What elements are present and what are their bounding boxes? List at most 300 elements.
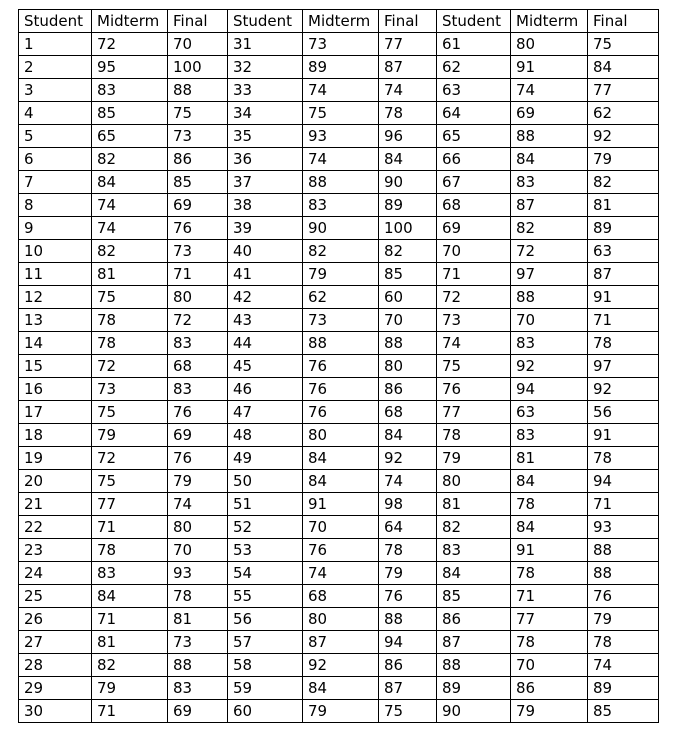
cell-student-3: 68 [437, 194, 511, 217]
table-row [19, 56, 659, 79]
cell-midterm-3: 87 [511, 194, 588, 217]
cell-final-2: 76 [379, 585, 437, 608]
cell-student-3: 84 [437, 562, 511, 585]
cell-midterm-3: 71 [511, 585, 588, 608]
cell-midterm-2: 89 [303, 56, 379, 79]
cell-final-2: 74 [379, 470, 437, 493]
cell-student-2: 47 [228, 401, 303, 424]
cell-student-1: 17 [19, 401, 92, 424]
cell-midterm-1: 73 [92, 378, 168, 401]
cell-student-1: 5 [19, 125, 92, 148]
table-row [19, 447, 659, 470]
cell-student-3: 63 [437, 79, 511, 102]
cell-final-3: 88 [588, 562, 659, 585]
cell-midterm-1: 95 [92, 56, 168, 79]
cell-final-1: 71 [168, 263, 228, 286]
cell-final-2: 70 [379, 309, 437, 332]
cell-student-1: 20 [19, 470, 92, 493]
header-student-3: Student [437, 10, 511, 33]
cell-student-3: 88 [437, 654, 511, 677]
cell-final-3: 94 [588, 470, 659, 493]
cell-student-3: 90 [437, 700, 511, 723]
cell-final-2: 82 [379, 240, 437, 263]
cell-final-2: 100 [379, 217, 437, 240]
cell-final-3: 78 [588, 447, 659, 470]
cell-midterm-3: 84 [511, 516, 588, 539]
cell-final-2: 84 [379, 148, 437, 171]
cell-midterm-2: 84 [303, 677, 379, 700]
cell-student-1: 3 [19, 79, 92, 102]
cell-student-1: 25 [19, 585, 92, 608]
header-final-3: Final [588, 10, 659, 33]
cell-final-1: 69 [168, 424, 228, 447]
cell-student-3: 73 [437, 309, 511, 332]
header-student-1: Student [19, 10, 92, 33]
cell-student-3: 82 [437, 516, 511, 539]
table-row [19, 608, 659, 631]
cell-midterm-1: 75 [92, 401, 168, 424]
cell-midterm-3: 70 [511, 309, 588, 332]
cell-final-3: 91 [588, 424, 659, 447]
cell-midterm-2: 76 [303, 539, 379, 562]
cell-final-1: 74 [168, 493, 228, 516]
cell-final-1: 76 [168, 217, 228, 240]
cell-midterm-3: 70 [511, 654, 588, 677]
cell-final-1: 70 [168, 33, 228, 56]
cell-student-3: 72 [437, 286, 511, 309]
cell-midterm-2: 62 [303, 286, 379, 309]
cell-student-1: 30 [19, 700, 92, 723]
cell-student-1: 19 [19, 447, 92, 470]
cell-midterm-3: 97 [511, 263, 588, 286]
cell-final-3: 56 [588, 401, 659, 424]
cell-midterm-2: 92 [303, 654, 379, 677]
cell-student-1: 8 [19, 194, 92, 217]
cell-student-3: 78 [437, 424, 511, 447]
table-row [19, 217, 659, 240]
cell-midterm-3: 84 [511, 470, 588, 493]
cell-student-3: 61 [437, 33, 511, 56]
cell-midterm-3: 72 [511, 240, 588, 263]
cell-midterm-1: 78 [92, 332, 168, 355]
cell-final-2: 78 [379, 539, 437, 562]
cell-student-2: 45 [228, 355, 303, 378]
cell-final-1: 85 [168, 171, 228, 194]
table-body [19, 33, 659, 723]
student-scores-table [18, 9, 659, 723]
cell-midterm-3: 63 [511, 401, 588, 424]
cell-final-1: 86 [168, 148, 228, 171]
table-row [19, 424, 659, 447]
cell-final-3: 78 [588, 332, 659, 355]
cell-midterm-1: 77 [92, 493, 168, 516]
cell-midterm-3: 78 [511, 562, 588, 585]
cell-student-2: 37 [228, 171, 303, 194]
cell-final-2: 90 [379, 171, 437, 194]
cell-final-3: 79 [588, 608, 659, 631]
table-row [19, 539, 659, 562]
cell-student-1: 21 [19, 493, 92, 516]
cell-midterm-2: 88 [303, 332, 379, 355]
table-row [19, 562, 659, 585]
cell-student-2: 60 [228, 700, 303, 723]
cell-midterm-3: 79 [511, 700, 588, 723]
cell-midterm-2: 90 [303, 217, 379, 240]
cell-student-1: 15 [19, 355, 92, 378]
cell-final-2: 68 [379, 401, 437, 424]
cell-student-3: 86 [437, 608, 511, 631]
cell-midterm-3: 91 [511, 56, 588, 79]
cell-final-3: 91 [588, 286, 659, 309]
cell-final-2: 64 [379, 516, 437, 539]
cell-student-2: 58 [228, 654, 303, 677]
cell-student-2: 32 [228, 56, 303, 79]
cell-final-1: 73 [168, 125, 228, 148]
cell-final-3: 81 [588, 194, 659, 217]
cell-final-2: 74 [379, 79, 437, 102]
cell-midterm-1: 83 [92, 562, 168, 585]
cell-final-3: 85 [588, 700, 659, 723]
cell-student-2: 46 [228, 378, 303, 401]
cell-final-1: 70 [168, 539, 228, 562]
cell-midterm-3: 94 [511, 378, 588, 401]
cell-midterm-3: 86 [511, 677, 588, 700]
cell-student-2: 53 [228, 539, 303, 562]
cell-final-1: 72 [168, 309, 228, 332]
cell-student-2: 49 [228, 447, 303, 470]
cell-midterm-2: 83 [303, 194, 379, 217]
table-row [19, 677, 659, 700]
cell-midterm-3: 91 [511, 539, 588, 562]
cell-final-2: 86 [379, 378, 437, 401]
cell-midterm-1: 78 [92, 539, 168, 562]
cell-midterm-2: 74 [303, 562, 379, 585]
cell-midterm-2: 75 [303, 102, 379, 125]
cell-student-1: 6 [19, 148, 92, 171]
cell-final-1: 81 [168, 608, 228, 631]
cell-student-1: 28 [19, 654, 92, 677]
cell-midterm-1: 72 [92, 447, 168, 470]
cell-student-2: 41 [228, 263, 303, 286]
cell-final-2: 87 [379, 677, 437, 700]
cell-midterm-1: 79 [92, 677, 168, 700]
header-final-1: Final [168, 10, 228, 33]
cell-midterm-1: 75 [92, 470, 168, 493]
cell-midterm-2: 73 [303, 33, 379, 56]
cell-midterm-2: 88 [303, 171, 379, 194]
cell-midterm-1: 65 [92, 125, 168, 148]
cell-student-1: 23 [19, 539, 92, 562]
cell-midterm-1: 71 [92, 516, 168, 539]
cell-final-2: 85 [379, 263, 437, 286]
table-row [19, 585, 659, 608]
cell-final-1: 80 [168, 516, 228, 539]
cell-midterm-2: 80 [303, 608, 379, 631]
cell-midterm-2: 79 [303, 263, 379, 286]
cell-midterm-3: 84 [511, 148, 588, 171]
cell-midterm-3: 81 [511, 447, 588, 470]
header-midterm-2: Midterm [303, 10, 379, 33]
table-row [19, 355, 659, 378]
cell-final-2: 86 [379, 654, 437, 677]
cell-final-1: 69 [168, 700, 228, 723]
cell-midterm-3: 83 [511, 332, 588, 355]
header-student-2: Student [228, 10, 303, 33]
cell-student-3: 62 [437, 56, 511, 79]
cell-final-1: 76 [168, 447, 228, 470]
table-row [19, 33, 659, 56]
table-row [19, 79, 659, 102]
table-row [19, 263, 659, 286]
table-row [19, 378, 659, 401]
cell-midterm-1: 85 [92, 102, 168, 125]
cell-final-2: 94 [379, 631, 437, 654]
cell-midterm-2: 82 [303, 240, 379, 263]
cell-student-1: 11 [19, 263, 92, 286]
cell-midterm-1: 81 [92, 263, 168, 286]
table-row [19, 332, 659, 355]
cell-final-3: 71 [588, 493, 659, 516]
cell-midterm-1: 71 [92, 700, 168, 723]
cell-final-2: 88 [379, 608, 437, 631]
cell-final-3: 92 [588, 378, 659, 401]
cell-midterm-2: 74 [303, 79, 379, 102]
cell-midterm-2: 76 [303, 378, 379, 401]
cell-student-2: 35 [228, 125, 303, 148]
table-row [19, 125, 659, 148]
cell-midterm-1: 82 [92, 240, 168, 263]
cell-final-2: 79 [379, 562, 437, 585]
cell-student-2: 44 [228, 332, 303, 355]
cell-student-3: 76 [437, 378, 511, 401]
cell-midterm-3: 82 [511, 217, 588, 240]
cell-midterm-1: 82 [92, 148, 168, 171]
cell-final-2: 96 [379, 125, 437, 148]
cell-student-1: 1 [19, 33, 92, 56]
cell-student-3: 66 [437, 148, 511, 171]
cell-final-1: 73 [168, 240, 228, 263]
cell-final-3: 84 [588, 56, 659, 79]
cell-final-1: 76 [168, 401, 228, 424]
cell-student-2: 43 [228, 309, 303, 332]
cell-midterm-3: 69 [511, 102, 588, 125]
cell-student-1: 10 [19, 240, 92, 263]
cell-student-2: 56 [228, 608, 303, 631]
cell-midterm-3: 88 [511, 125, 588, 148]
cell-student-2: 38 [228, 194, 303, 217]
cell-final-1: 75 [168, 102, 228, 125]
cell-midterm-1: 84 [92, 585, 168, 608]
cell-midterm-2: 70 [303, 516, 379, 539]
cell-final-3: 97 [588, 355, 659, 378]
cell-final-2: 78 [379, 102, 437, 125]
cell-final-1: 79 [168, 470, 228, 493]
cell-student-1: 29 [19, 677, 92, 700]
cell-midterm-1: 84 [92, 171, 168, 194]
cell-midterm-3: 80 [511, 33, 588, 56]
cell-student-2: 55 [228, 585, 303, 608]
table-header-row [19, 10, 659, 33]
cell-student-1: 9 [19, 217, 92, 240]
header-midterm-3: Midterm [511, 10, 588, 33]
cell-student-1: 7 [19, 171, 92, 194]
table-row [19, 240, 659, 263]
scores-table-container [18, 9, 659, 723]
table-row [19, 631, 659, 654]
cell-midterm-1: 72 [92, 355, 168, 378]
cell-final-1: 88 [168, 79, 228, 102]
cell-final-2: 98 [379, 493, 437, 516]
cell-final-2: 60 [379, 286, 437, 309]
table-row [19, 309, 659, 332]
cell-final-3: 62 [588, 102, 659, 125]
cell-final-3: 93 [588, 516, 659, 539]
cell-student-3: 64 [437, 102, 511, 125]
cell-midterm-2: 76 [303, 355, 379, 378]
cell-final-3: 89 [588, 677, 659, 700]
cell-final-3: 76 [588, 585, 659, 608]
cell-final-3: 88 [588, 539, 659, 562]
cell-student-2: 57 [228, 631, 303, 654]
cell-final-3: 89 [588, 217, 659, 240]
cell-midterm-1: 83 [92, 79, 168, 102]
cell-student-2: 52 [228, 516, 303, 539]
table-row [19, 654, 659, 677]
cell-midterm-2: 68 [303, 585, 379, 608]
cell-final-1: 83 [168, 677, 228, 700]
cell-final-1: 68 [168, 355, 228, 378]
cell-student-3: 70 [437, 240, 511, 263]
cell-midterm-2: 87 [303, 631, 379, 654]
cell-student-2: 36 [228, 148, 303, 171]
cell-midterm-1: 75 [92, 286, 168, 309]
cell-student-3: 69 [437, 217, 511, 240]
cell-final-3: 79 [588, 148, 659, 171]
cell-midterm-2: 74 [303, 148, 379, 171]
cell-student-2: 40 [228, 240, 303, 263]
cell-midterm-2: 91 [303, 493, 379, 516]
cell-midterm-3: 74 [511, 79, 588, 102]
cell-final-2: 92 [379, 447, 437, 470]
cell-final-2: 77 [379, 33, 437, 56]
table-row [19, 516, 659, 539]
cell-student-1: 27 [19, 631, 92, 654]
cell-midterm-2: 80 [303, 424, 379, 447]
table-row [19, 286, 659, 309]
cell-student-3: 74 [437, 332, 511, 355]
header-midterm-1: Midterm [92, 10, 168, 33]
cell-midterm-2: 93 [303, 125, 379, 148]
cell-final-3: 78 [588, 631, 659, 654]
cell-final-2: 84 [379, 424, 437, 447]
cell-student-2: 31 [228, 33, 303, 56]
cell-midterm-2: 84 [303, 447, 379, 470]
cell-student-1: 4 [19, 102, 92, 125]
cell-final-3: 63 [588, 240, 659, 263]
cell-student-2: 48 [228, 424, 303, 447]
cell-student-3: 85 [437, 585, 511, 608]
cell-student-2: 33 [228, 79, 303, 102]
cell-student-2: 34 [228, 102, 303, 125]
table-row [19, 102, 659, 125]
cell-midterm-2: 73 [303, 309, 379, 332]
cell-student-1: 14 [19, 332, 92, 355]
cell-midterm-1: 79 [92, 424, 168, 447]
cell-final-3: 77 [588, 79, 659, 102]
cell-student-2: 54 [228, 562, 303, 585]
cell-midterm-1: 82 [92, 654, 168, 677]
cell-final-2: 75 [379, 700, 437, 723]
cell-student-3: 81 [437, 493, 511, 516]
cell-student-3: 77 [437, 401, 511, 424]
cell-student-1: 12 [19, 286, 92, 309]
cell-final-2: 80 [379, 355, 437, 378]
cell-midterm-3: 92 [511, 355, 588, 378]
cell-final-3: 71 [588, 309, 659, 332]
cell-final-3: 74 [588, 654, 659, 677]
cell-final-2: 89 [379, 194, 437, 217]
table-row [19, 148, 659, 171]
cell-final-2: 88 [379, 332, 437, 355]
cell-final-3: 87 [588, 263, 659, 286]
cell-final-1: 69 [168, 194, 228, 217]
cell-midterm-1: 72 [92, 33, 168, 56]
cell-midterm-3: 77 [511, 608, 588, 631]
cell-midterm-3: 83 [511, 171, 588, 194]
cell-final-2: 87 [379, 56, 437, 79]
cell-student-2: 59 [228, 677, 303, 700]
cell-final-1: 83 [168, 378, 228, 401]
cell-student-1: 26 [19, 608, 92, 631]
cell-student-1: 18 [19, 424, 92, 447]
cell-student-3: 71 [437, 263, 511, 286]
cell-final-1: 83 [168, 332, 228, 355]
cell-student-1: 13 [19, 309, 92, 332]
cell-midterm-2: 84 [303, 470, 379, 493]
cell-student-3: 65 [437, 125, 511, 148]
cell-final-1: 78 [168, 585, 228, 608]
cell-student-3: 89 [437, 677, 511, 700]
cell-final-1: 100 [168, 56, 228, 79]
cell-midterm-2: 76 [303, 401, 379, 424]
cell-student-1: 22 [19, 516, 92, 539]
cell-student-1: 24 [19, 562, 92, 585]
cell-midterm-1: 71 [92, 608, 168, 631]
table-row [19, 194, 659, 217]
cell-midterm-1: 81 [92, 631, 168, 654]
table-row [19, 700, 659, 723]
cell-final-1: 73 [168, 631, 228, 654]
cell-student-3: 83 [437, 539, 511, 562]
header-final-2: Final [379, 10, 437, 33]
cell-final-1: 93 [168, 562, 228, 585]
cell-midterm-3: 78 [511, 631, 588, 654]
cell-midterm-1: 78 [92, 309, 168, 332]
cell-final-3: 75 [588, 33, 659, 56]
table-row [19, 493, 659, 516]
table-row [19, 470, 659, 493]
cell-student-3: 75 [437, 355, 511, 378]
cell-student-3: 79 [437, 447, 511, 470]
cell-midterm-3: 88 [511, 286, 588, 309]
cell-midterm-1: 74 [92, 194, 168, 217]
cell-midterm-1: 74 [92, 217, 168, 240]
cell-student-2: 39 [228, 217, 303, 240]
cell-midterm-2: 79 [303, 700, 379, 723]
cell-student-1: 2 [19, 56, 92, 79]
cell-final-3: 92 [588, 125, 659, 148]
cell-student-3: 80 [437, 470, 511, 493]
